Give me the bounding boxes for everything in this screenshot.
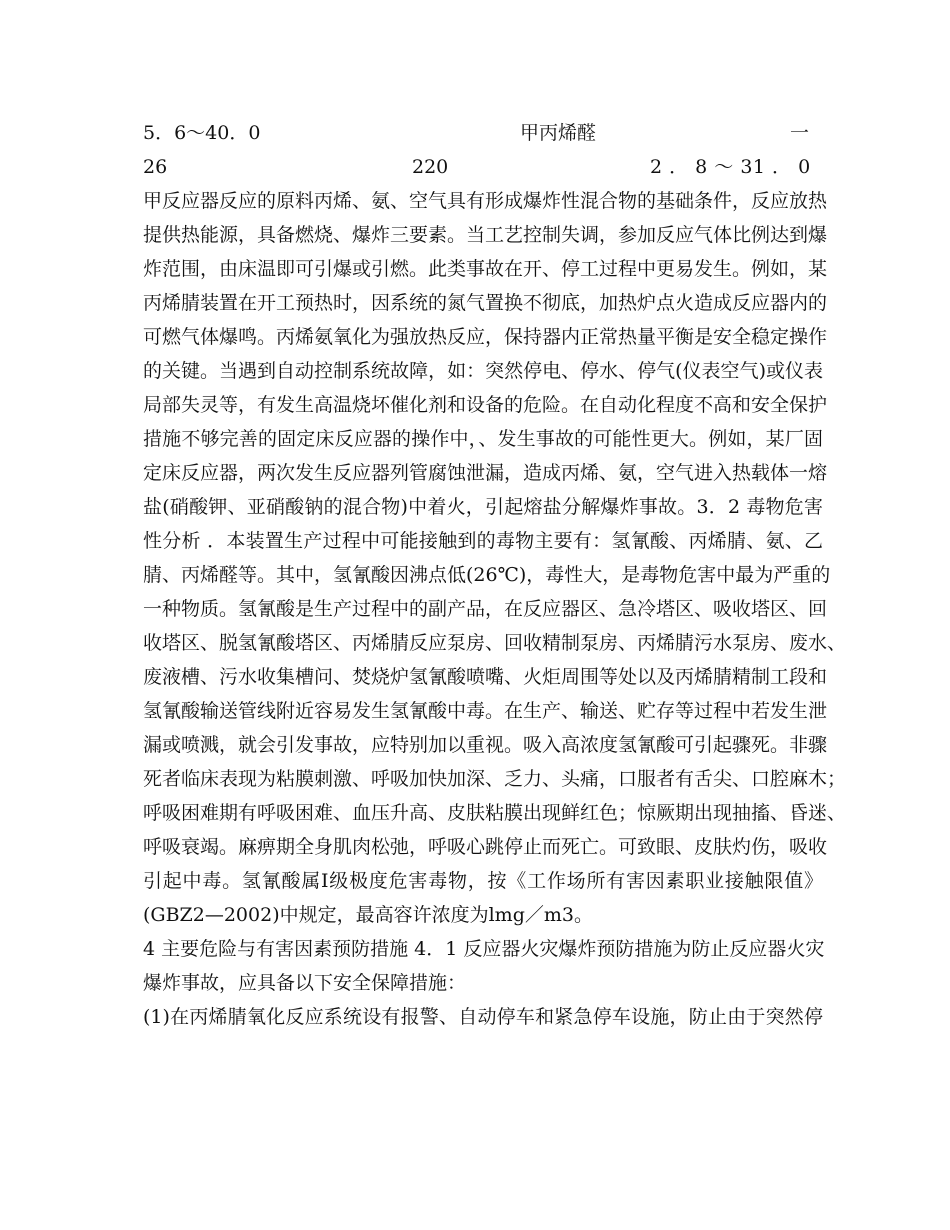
body-text-line: 呼吸困难期有呼吸困难、血压升高、皮肤粘膜出现鲜红色；惊厥期出现抽搐、昏迷、 [143,802,847,824]
body-text-line: 炸范围，由床温即可引爆或引燃。此类事故在开、停工过程中更易发生。例如，某 [143,258,828,280]
body-text-line: 的关键。当遇到自动控制系统故障，如：突然停电、停水、停气(仪表空气)或仪表 [143,360,823,382]
table-cell-range: 5．6～40．0 [143,122,261,144]
body-text-line: 定床反应器，两次发生反应器列管腐蚀泄漏，造成丙烯、氨，空气进入热载体一熔 [143,462,828,484]
body-text-line: 提供热能源，具备燃烧、爆炸三要素。当工艺控制失调，参加反应气体比例达到爆 [143,224,828,246]
body-text-line: 呼吸衰竭。麻痹期全身肌肉松弛，呼吸心跳停止而死亡。可致眼、皮肤灼伤，吸收 [143,836,828,858]
table-cell-range2: 2 ． 8 ～ 31 ． 0 [650,156,811,178]
body-text-line: 局部失灵等，有发生高温烧坏催化剂和设备的危险。在自动化程度不高和安全保护 [143,394,828,416]
body-text-line: 死者临床表现为粘膜刺激、呼吸加快加深、乏力、头痛，口服者有舌尖、口腔麻木； [143,768,847,790]
section-heading-line: 4 主要危险与有害因素预防措施 4．1 反应器火灾爆炸预防措施为防止反应器火灾 [143,938,825,960]
body-text-line: 措施不够完善的固定床反应器的操作中，、发生事故的可能性更大。例如，某厂固 [143,428,823,450]
body-text-line: 爆炸事故，应具备以下安全保障措施： [143,972,467,994]
body-text-line: 收塔区、脱氢氰酸塔区、丙烯腈反应泵房、回收精制泵房、丙烯腈污水泵房、废水、 [143,632,847,654]
body-text-line: 性分析 ．本装置生产过程中可能接触到的毒物主要有：氢氰酸、丙烯腈、氨、乙 [143,530,823,552]
list-item-line: (1)在丙烯腈氧化反应系统设有报警、自动停车和紧急停车设施，防止由于突然停 [143,1006,823,1028]
body-text-line: 一种物质。氢氰酸是生产过程中的副产品，在反应器区、急冷塔区、吸收塔区、回 [143,598,828,620]
table-cell-value: 一 [790,122,810,144]
body-text-line: 腈、丙烯醛等。其中，氢氰酸因沸点低(26℃)，毒性大，是毒物危害中最为严重的 [143,564,831,586]
body-text-line: (GBZ2—2002)中规定，最高容许浓度为lmg／m3。 [143,904,593,926]
body-text-line: 盐(硝酸钾、亚硝酸钠的混合物)中着火，引起熔盐分解爆炸事故。3．2 毒物危害 [143,496,823,518]
body-text-line: 引起中毒。氢氰酸属Ⅰ级极度危害毒物，按《工作场所有害因素职业接触限值》 [143,870,823,892]
table-cell-temp: 26 [143,156,168,178]
body-text-line: 漏或喷溅，就会引发事故，应特别加以重视。吸入高浓度氢氰酸可引起骤死。非骤 [143,734,828,756]
body-text-line: 甲反应器反应的原料丙烯、氨、空气具有形成爆炸性混合物的基础条件，反应放热 [143,190,828,212]
body-text-line: 氢氰酸输送管线附近容易发生氢氰酸中毒。在生产、输送、贮存等过程中若发生泄 [143,700,828,722]
body-text-line: 丙烯腈装置在开工预热时，因系统的氮气置换不彻底，加热炉点火造成反应器内的 [143,292,828,314]
table-cell-temp2: 220 [412,156,449,178]
body-text-line: 废液槽、污水收集槽问、焚烧炉氢氰酸喷嘴、火炬周围等处以及丙烯腈精制工段和 [143,666,828,688]
table-cell-substance: 甲丙烯醛 [520,122,597,144]
body-text-line: 可燃气体爆鸣。丙烯氨氧化为强放热反应，保持器内正常热量平衡是安全稳定操作 [143,326,828,348]
